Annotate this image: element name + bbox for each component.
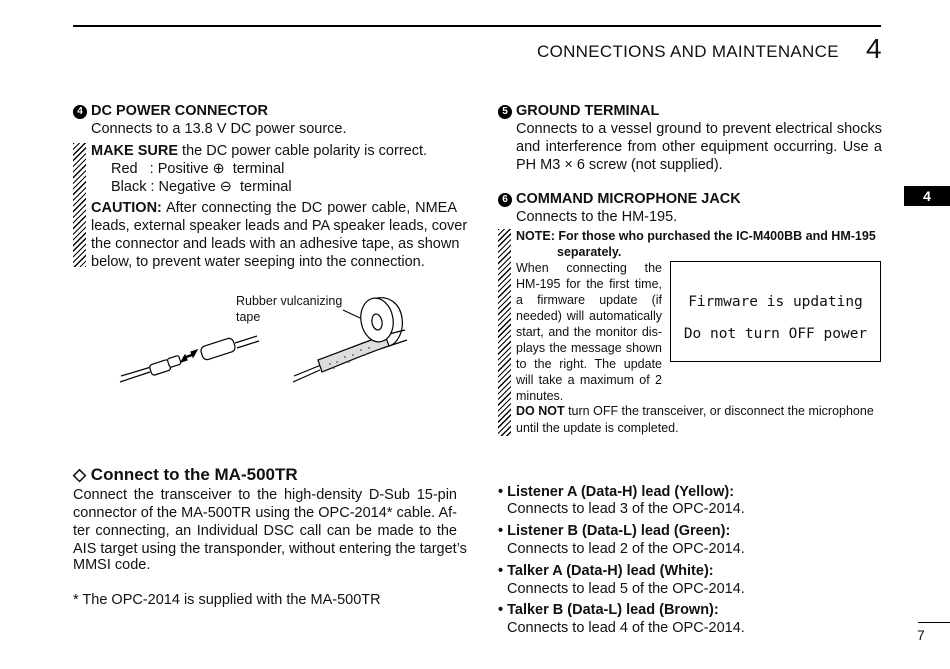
connector-illustration — [115, 290, 415, 390]
ma500-line-3: ter connecting, an Individual DSC call can be made to the — [73, 523, 457, 539]
ma500-line-5: MMSI code. — [73, 557, 151, 573]
section-title: CONNECTIONS AND MAINTENANCE — [537, 42, 839, 61]
firmware-screen — [670, 261, 881, 362]
caution-line-4: below, to prevent water seeping into the connection. — [91, 254, 425, 270]
tape-label-line-2: tape — [236, 310, 261, 324]
caution-text: After connecting the DC power cable, NMEA — [161, 200, 457, 216]
ma500-footnote: * The OPC-2014 is supplied with the MA-500TR — [73, 592, 381, 608]
side-tab: 4 — [904, 186, 950, 206]
mic-jack-description: Connects to the HM-195. — [516, 209, 678, 225]
note-hatch — [498, 229, 511, 436]
warning-hatch — [73, 143, 86, 267]
caution-line-1 — [91, 199, 457, 217]
note-body-line: plays the message shown — [516, 341, 662, 355]
make-sure-label: MAKE SURE — [91, 143, 179, 159]
ground-line-2: and interference from other equipment occurring. Use a — [516, 139, 882, 155]
screen-line-2: Do not turn OFF power — [683, 326, 868, 342]
do-not-label: DO NOT — [516, 404, 565, 418]
caution-line-2: leads, external speaker leads and PA speaker leads, cover — [91, 218, 468, 234]
mic-jack-heading — [498, 190, 741, 208]
lead-title: • Talker B (Data-L) lead (Brown): — [498, 602, 719, 618]
ground-line-3: PH M3 × 6 screw (not supplied). — [516, 157, 723, 173]
ground-line-1: Connects to a vessel ground to prevent electrical shocks — [516, 121, 882, 137]
note-line-2: separately. — [557, 245, 622, 259]
note-body-line: When connecting the — [516, 261, 662, 275]
bottom-rule — [918, 622, 950, 623]
ma500-line-2: connector of the MA-500TR using the OPC-2014* cable. Af- — [73, 505, 457, 521]
dc-power-description: Connects to a 13.8 V DC power source. — [91, 121, 347, 137]
section-number: 4 — [866, 33, 882, 64]
note-body-line: a firmware update (if — [516, 293, 662, 307]
screen-line-1: Firmware is updating — [688, 294, 863, 310]
black-polarity: Black : Negative ⊖ terminal — [111, 179, 292, 195]
caution-line-3: the connector and leads with an adhesive tape, as shown — [91, 236, 460, 252]
number-badge: 6 — [498, 193, 512, 207]
red-polarity: Red : Positive ⊕ terminal — [111, 161, 285, 177]
dc-power-heading — [73, 102, 268, 120]
lead-desc: Connects to lead 5 of the OPC-2014. — [507, 581, 745, 597]
lead-desc: Connects to lead 2 of the OPC-2014. — [507, 541, 745, 557]
heading-text: GROUND TERMINAL — [516, 103, 660, 119]
number-badge: 5 — [498, 105, 512, 119]
do-not-line-2: until the update is completed. — [516, 421, 679, 435]
tape-label-line-1: Rubber vulcanizing — [236, 294, 343, 308]
lead-title: • Listener A (Data-H) lead (Yellow): — [498, 484, 735, 500]
ma500-line-4: AIS target using the transponder, without entering the target’s — [73, 541, 467, 557]
note-body-line: will take a maximum of 2 — [516, 373, 662, 387]
page-number: 7 — [917, 627, 925, 643]
ground-heading — [498, 102, 659, 120]
do-not-line-1 — [516, 403, 874, 419]
make-sure-text — [91, 142, 427, 160]
note-line-1: NOTE: For those who purchased the IC-M400BB and HM-195 — [516, 229, 876, 243]
top-rule — [73, 25, 881, 27]
ma500-heading: ◇ Connect to the MA-500TR — [73, 465, 298, 484]
ma500-line-1: Connect the transceiver to the high-density D-Sub 15-pin — [73, 487, 457, 503]
note-body-line: start, and the monitor dis- — [516, 325, 662, 339]
heading-text: DC POWER CONNECTOR — [91, 103, 268, 119]
lead-desc: Connects to lead 4 of the OPC-2014. — [507, 620, 745, 636]
lead-title: • Talker A (Data-H) lead (White): — [498, 563, 714, 579]
make-sure-body: the DC power cable polarity is correct. — [178, 143, 428, 159]
note-body-line: minutes. — [516, 389, 564, 403]
number-badge: 4 — [73, 105, 87, 119]
lead-title: • Listener B (Data-L) lead (Green): — [498, 523, 731, 539]
caution-label: CAUTION: — [91, 200, 162, 216]
note-body-line: to the right. The update — [516, 357, 662, 371]
note-body-line: HM-195 for the first time, — [516, 277, 662, 291]
lead-desc: Connects to lead 3 of the OPC-2014. — [507, 501, 745, 517]
note-body — [516, 260, 662, 404]
heading-text: COMMAND MICROPHONE JACK — [516, 191, 741, 207]
do-not-text: turn OFF the transceiver, or disconnect the microphone — [564, 404, 874, 418]
note-body-line: needed) will automatically — [516, 309, 662, 323]
